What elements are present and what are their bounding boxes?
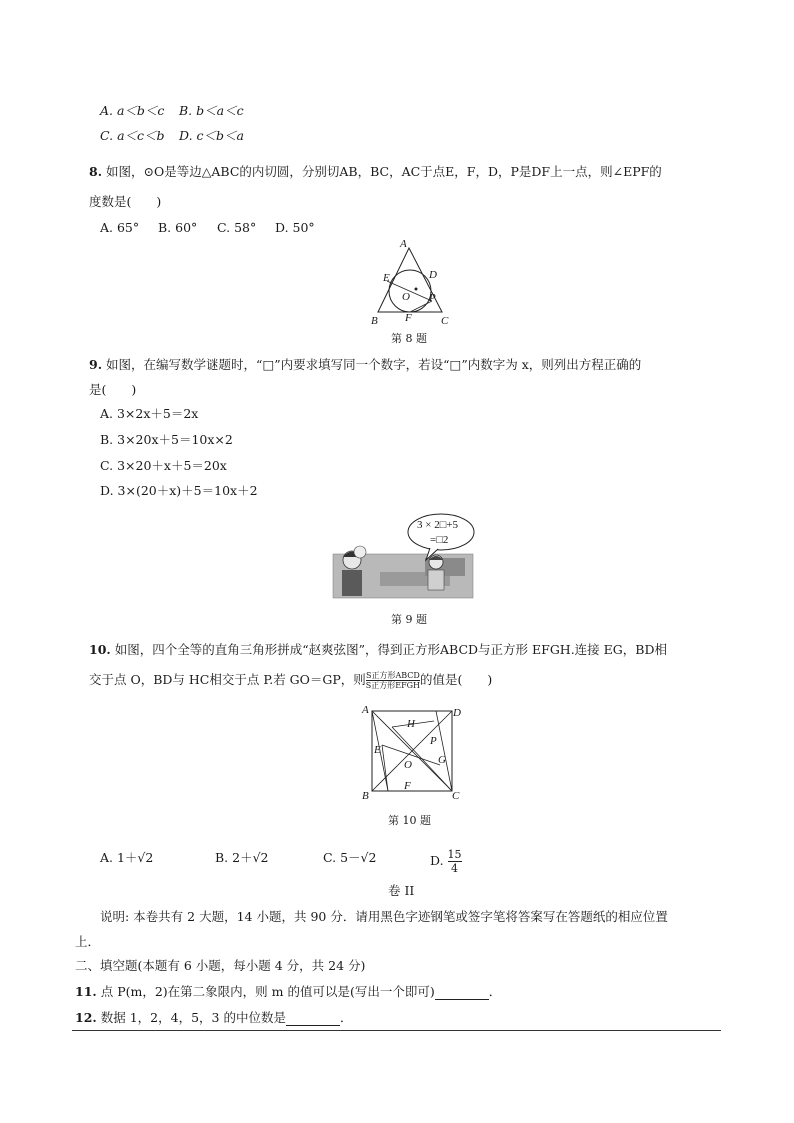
q10-option-b: B. 2＋√2: [215, 850, 269, 865]
question-12-number: 12.: [75, 1010, 97, 1025]
fraction-numerator: S正方形ABCD: [366, 671, 420, 680]
question-10-number: 10.: [89, 642, 111, 657]
q10-option-d-fraction: [448, 848, 462, 875]
label-c: C: [452, 790, 460, 802]
figure-10-zhaoshuang-diagram: [356, 701, 464, 805]
q9-option-c: C. 3×20＋x＋5＝20x: [100, 458, 227, 473]
question-10-text-2a: 交于点 O，BD与 HC相交于点 P.若 GO＝GP，则: [89, 672, 366, 687]
q9-option-d: D. 3×(20＋x)＋5＝10x＋2: [100, 483, 258, 498]
label-p: P: [429, 292, 436, 304]
label-f: F: [404, 780, 411, 792]
section-note-line1: 说明: 本卷共有 2 大题，14 小题，共 90 分．请用黑色字迹钢笔或签字笔将答案写在答题纸的相应位置: [100, 909, 668, 924]
question-12-end: ．: [339, 1010, 353, 1025]
option-a: A. a＜b＜c: [100, 103, 165, 118]
q8-option-d: D. 50°: [275, 220, 315, 235]
label-e: E: [383, 272, 390, 284]
label-f: F: [405, 312, 412, 324]
label-h: H: [407, 718, 415, 730]
label-b: B: [362, 790, 369, 802]
option-b: B. b＜a＜c: [179, 103, 244, 118]
question-11-number: 11.: [75, 984, 97, 999]
q9-option-a: A. 3×2x＋5＝2x: [100, 406, 199, 421]
label-d: D: [453, 707, 461, 719]
figure-8-triangle-incircle: [366, 236, 456, 328]
question-10-text: 如图，四个全等的直角三角形拼成“赵爽弦图”，得到正方形ABCD与正方形 EFGH.连接 EG，BD相: [114, 642, 667, 657]
question-9-line1: [89, 355, 641, 373]
question-12-text: 数据 1，2，4，5，3 的中位数是: [100, 1010, 286, 1025]
q10-option-d-numerator: 15: [447, 848, 462, 861]
option-c: C. a＜c＜b: [100, 128, 165, 143]
question-10-line2: [89, 670, 492, 690]
section-title: 卷 II: [388, 883, 415, 898]
question-12: [75, 1008, 352, 1026]
answer-blank[interactable]: [286, 1013, 340, 1026]
question-8-line1: [89, 162, 662, 180]
question-11-text: 点 P(m，2)在第二象限内，则 m 的值可以是(写出一个即可): [100, 984, 435, 999]
figure-9-caption: 第 9 题: [391, 613, 427, 626]
bubble-line-1: 3 × 2□+5: [417, 519, 459, 531]
label-a: A: [362, 704, 369, 716]
q8-option-b: B. 60°: [158, 220, 198, 235]
q8-option-c: C. 58°: [217, 220, 257, 235]
answer-blank[interactable]: [435, 987, 489, 1000]
fraction-denominator: S正方形EFGH: [365, 681, 421, 690]
question-10-line1: [89, 640, 667, 658]
q10-option-d: [430, 848, 462, 875]
question-8-number: 8.: [89, 164, 103, 179]
question-11: [75, 982, 501, 1000]
question-9-number: 9.: [89, 357, 103, 372]
question-8-line2: 度数是( ): [89, 194, 162, 209]
q10-option-c: C. 5－√2: [323, 850, 377, 865]
figure-9-illustration: [330, 510, 475, 600]
label-b: B: [371, 315, 378, 327]
question-8-text: 如图，⊙O是等边△ABC的内切圆，分别切AB，BC，AC于点E，F，D，P是DF上一点，则∠EPF的: [106, 164, 662, 179]
section-note-line2: 上．: [75, 934, 101, 949]
q10-option-d-label: D.: [430, 853, 444, 868]
area-ratio-fraction: [366, 671, 420, 690]
figure-10-caption: 第 10 题: [388, 814, 431, 827]
label-d: D: [429, 269, 437, 281]
option-d: D. c＜b＜a: [179, 128, 244, 143]
question-10-text-2b: 的值是( ): [420, 672, 493, 687]
section-heading: 二、填空题(本题有 6 小题，每小题 4 分，共 24 分): [75, 958, 366, 973]
label-c: C: [441, 315, 449, 327]
label-o: O: [404, 759, 412, 771]
figure-8-caption: 第 8 题: [391, 332, 427, 345]
question-9-text: 如图，在编写数学谜题时，“□”内要求填写同一个数字，若设“□”内数字为 x，则列出方程正确的: [106, 357, 642, 372]
label-p: P: [430, 735, 437, 747]
bottom-rule: [72, 1030, 721, 1031]
question-9-line2: 是( ): [89, 382, 137, 397]
bubble-line-2: =□2: [430, 534, 449, 546]
q10-option-d-denominator: 4: [451, 862, 459, 875]
label-a: A: [400, 238, 407, 250]
label-o: O: [402, 291, 410, 303]
question-11-end: ．: [488, 984, 502, 999]
label-g: G: [438, 754, 446, 766]
q8-option-a: A. 65°: [100, 220, 140, 235]
label-e: E: [374, 744, 381, 756]
q10-option-a: A. 1＋√2: [100, 850, 154, 865]
q9-option-b: B. 3×20x＋5＝10x×2: [100, 432, 233, 447]
